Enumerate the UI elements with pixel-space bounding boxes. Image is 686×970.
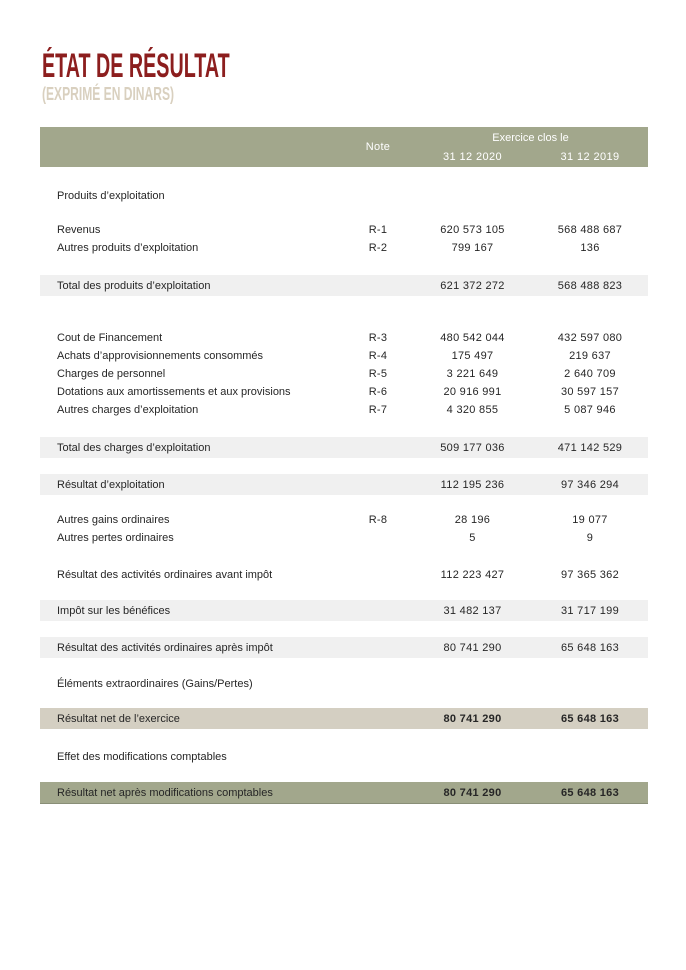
- table-row-final-result: [40, 782, 648, 804]
- row-value-2019: 568 488 687: [557, 224, 623, 236]
- row-value-2020: 509 177 036: [440, 441, 505, 454]
- header-values-columns: [413, 127, 648, 167]
- row-label: Résultat des activités ordinaires avant impôt: [57, 569, 273, 581]
- row-value-2019: 219 637: [569, 350, 611, 362]
- row-note: R-6: [368, 386, 388, 398]
- row-note: R-1: [368, 224, 388, 236]
- table-row-total: [40, 600, 648, 621]
- row-value-2020: 175 497: [451, 350, 494, 362]
- row-value-2019: 30 597 157: [560, 386, 620, 398]
- document-title-block: [42, 47, 366, 104]
- row-label: Total des charges d’exploitation: [57, 441, 211, 454]
- table-row: [40, 329, 648, 347]
- table-row-section: [40, 748, 648, 766]
- row-value-2020: 799 167: [451, 242, 494, 254]
- row-note: R-3: [368, 332, 388, 344]
- row-label: Résultat d’exploitation: [57, 478, 165, 491]
- row-note: R-2: [368, 242, 388, 254]
- page-title: ÉTAT DE RÉSULTAT: [42, 47, 230, 85]
- row-value-2020: 620 573 105: [440, 224, 505, 236]
- row-value-2019: 31 717 199: [560, 604, 620, 617]
- row-label: Autres pertes ordinaires: [57, 532, 174, 544]
- row-value-2019: 471 142 529: [557, 441, 623, 454]
- table-row: [40, 239, 648, 257]
- row-label: Produits d’exploitation: [57, 190, 165, 202]
- row-value-2020: 112 223 427: [440, 569, 505, 581]
- row-value-2019: 19 077: [572, 514, 608, 526]
- row-label: Effet des modifications comptables: [57, 751, 227, 763]
- table-row-net-result: [40, 708, 648, 729]
- row-value-2019: 5 087 946: [564, 404, 616, 416]
- row-note: R-4: [368, 350, 388, 362]
- row-value-2020: 4 320 855: [446, 404, 499, 416]
- row-value-2020: 3 221 649: [446, 368, 499, 380]
- header-column-2020: 31 12 2020: [442, 151, 503, 163]
- table-row: [40, 401, 648, 419]
- table-header-row: [40, 127, 648, 167]
- row-value-2019: 136: [580, 242, 600, 254]
- row-value-2020: 80 741 290: [443, 712, 502, 725]
- table-row-section: [40, 187, 648, 205]
- page-subtitle: (EXPRIMÉ EN DINARS): [42, 84, 175, 104]
- row-label: Autres charges d’exploitation: [57, 404, 199, 416]
- row-label: Éléments extraordinaires (Gains/Pertes): [57, 678, 253, 690]
- row-value-2019: 65 648 163: [560, 712, 620, 725]
- table-row: [40, 566, 648, 584]
- header-column-2019: 31 12 2019: [560, 151, 620, 163]
- row-label: Autres produits d’exploitation: [57, 242, 199, 254]
- row-label: Charges de personnel: [57, 368, 166, 380]
- table-row-total: [40, 474, 648, 495]
- row-label: Résultat net de l’exercice: [57, 712, 180, 725]
- row-label: Achats d’approvisionnements consommés: [57, 350, 264, 362]
- header-period-label: Exercice clos le: [492, 132, 569, 144]
- row-value-2019: 568 488 823: [557, 279, 623, 292]
- table-row-total: [40, 437, 648, 458]
- table-row-total: [40, 637, 648, 658]
- row-value-2020: 480 542 044: [440, 332, 505, 344]
- header-label-spacer: [40, 127, 343, 167]
- table-row-section: [40, 675, 648, 693]
- row-label: Autres gains ordinaires: [57, 514, 170, 526]
- table-row: [40, 347, 648, 365]
- row-label: Total des produits d’exploitation: [57, 279, 211, 292]
- row-value-2019: 97 365 362: [560, 569, 620, 581]
- table-row: [40, 383, 648, 401]
- row-value-2020: 20 916 991: [443, 386, 502, 398]
- row-value-2019: 9: [586, 532, 594, 544]
- row-label: Cout de Financement: [57, 332, 163, 344]
- table-row: [40, 511, 648, 529]
- income-statement-table: [40, 127, 648, 804]
- row-value-2020: 80 741 290: [443, 641, 502, 654]
- row-note: R-5: [368, 368, 388, 380]
- table-row: [40, 365, 648, 383]
- table-row: [40, 221, 648, 239]
- row-value-2019: 432 597 080: [557, 332, 623, 344]
- row-label: Résultat net après modifications comptables: [57, 786, 273, 799]
- row-label: Impôt sur les bénéfices: [57, 604, 171, 617]
- row-value-2020: 112 195 236: [440, 478, 505, 491]
- row-value-2020: 31 482 137: [443, 604, 502, 617]
- header-date-columns: [413, 147, 648, 167]
- row-value-2019: 65 648 163: [560, 641, 620, 654]
- row-value-2020: 621 372 272: [440, 279, 505, 292]
- row-value-2019: 97 346 294: [560, 478, 620, 491]
- row-label: Revenus: [57, 224, 101, 236]
- row-note: R-7: [368, 404, 388, 416]
- row-value-2020: 5: [469, 532, 476, 544]
- row-note: R-8: [368, 514, 388, 526]
- table-row: [40, 529, 648, 547]
- row-label: Dotations aux amortissements et aux provisions: [57, 386, 291, 398]
- row-value-2019: 2 640 709: [564, 368, 616, 380]
- row-label: Résultat des activités ordinaires après impôt: [57, 641, 273, 654]
- row-value-2020: 80 741 290: [443, 786, 502, 799]
- row-value-2020: 28 196: [454, 514, 491, 526]
- header-note-column: Note: [365, 141, 391, 153]
- row-value-2019: 65 648 163: [560, 786, 620, 799]
- table-row-total: [40, 275, 648, 296]
